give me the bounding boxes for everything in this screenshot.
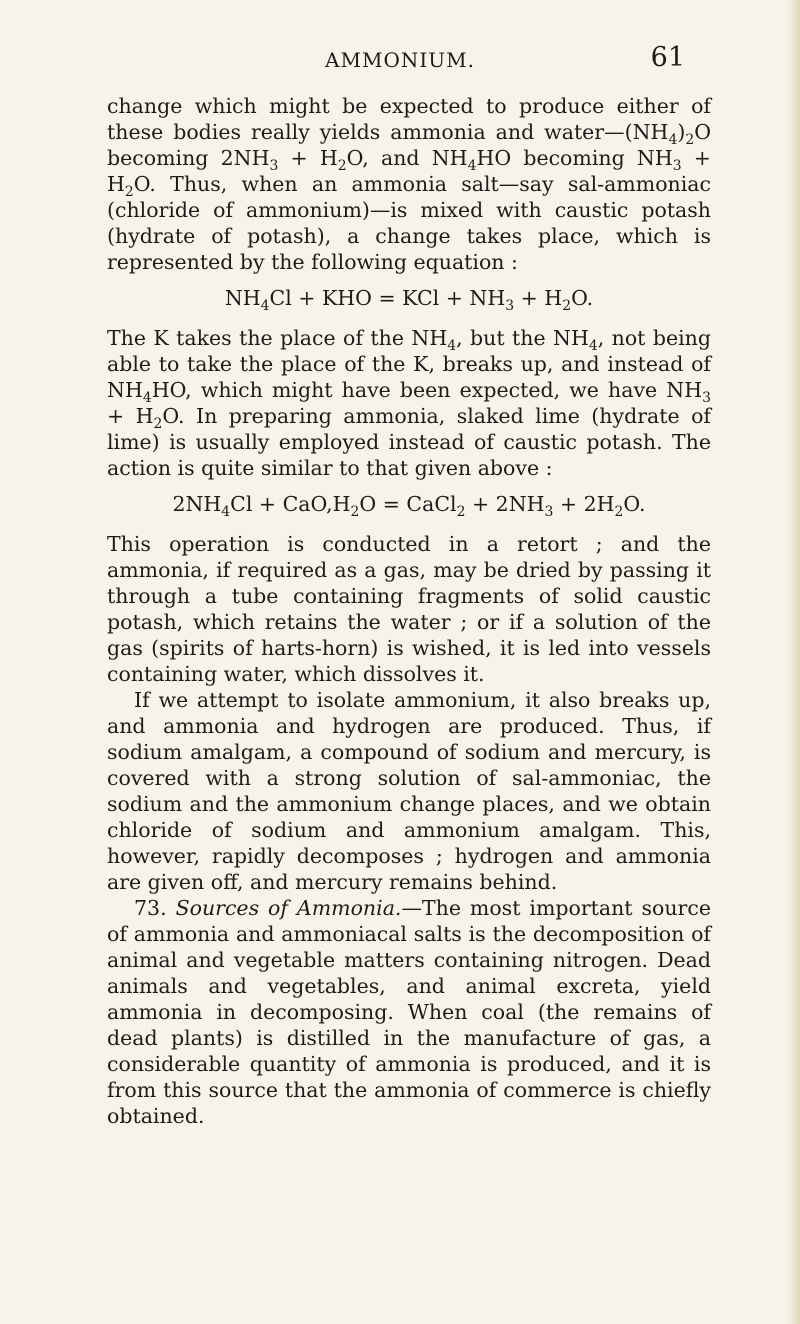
section-number: 73.: [134, 896, 167, 920]
running-head: AMMONIUM.: [325, 48, 475, 72]
paragraph-1: change which might be expected to produce either of these bodies really yields ammonia and $water—(NH_4)_2O$ becoming $2NH_3 + H_2O$, and $NH_4HO$ becoming $NH_3 + H_2O$. Thus, when an ammonia salt—say sal-ammoniac (chloride of ammonium)—is mixed with caustic potash (hydrate of potash), a change takes place, which is represented by the following equation :: [107, 94, 711, 274]
body-text: [107, 93, 711, 1129]
equation-2: $2NH_4Cl + CaO,H_2O$ = CaCl$_2$ + $2NH_3 + 2H_2O$.: [172, 492, 646, 520]
section-text: —The most important source of ammonia and ammoniacal salts is the decomposition of animal and vegetable matters containing nitrogen. Dead animals and vegetables, and animal excreta, yield ammonia in decomposing. When coal (the remains of dead plants) is distilled in the manufacture of gas, a considerable quantity of ammonia is produced, and it is from this source that the ammonia of commerce is chiefly obtained.: [107, 896, 711, 1128]
section-heading: Sources of Ammonia.: [175, 896, 402, 920]
page-number: 61: [650, 42, 685, 73]
equation-1: $NH_4Cl$ + KHO = KCl + $NH_3 + H_2O$.: [224, 286, 594, 314]
paragraph-2: The K takes the place of the $NH_4$, but the $NH_4$, not being able to take the place of the K, breaks up, and instead of $NH_4HO$, which might have been expected, we have $NH_3 + H_2O$. In preparing ammonia, slaked lime (hydrate of lime) is usually employed instead of caustic potash. The action is quite similar to that given above :: [107, 326, 711, 480]
page-edge: [786, 0, 800, 1324]
paragraph-5: [107, 895, 711, 1129]
paragraph-4: If we attempt to isolate ammonium, it also breaks up, and ammonia and hydrogen are produced. Thus, if sodium amalgam, a compound of sodium and mercury, is covered with a strong solution of sal-ammoniac, the sodium and the ammonium change places, and we obtain chloride of sodium and ammonium amalgam. This, however, rapidly decomposes ; hydrogen and ammonia are given off, and mercury remains behind.: [107, 688, 711, 894]
page-header: [0, 42, 800, 82]
paragraph-3: This operation is conducted in a retort ; and the ammonia, if required as a gas, may be dried by passing it through a tube containing fragments of solid caustic potash, which retains the water ; or if a solution of the gas (spirits of harts-horn) is wished, it is led into vessels containing water, which dissolves it.: [107, 532, 711, 686]
